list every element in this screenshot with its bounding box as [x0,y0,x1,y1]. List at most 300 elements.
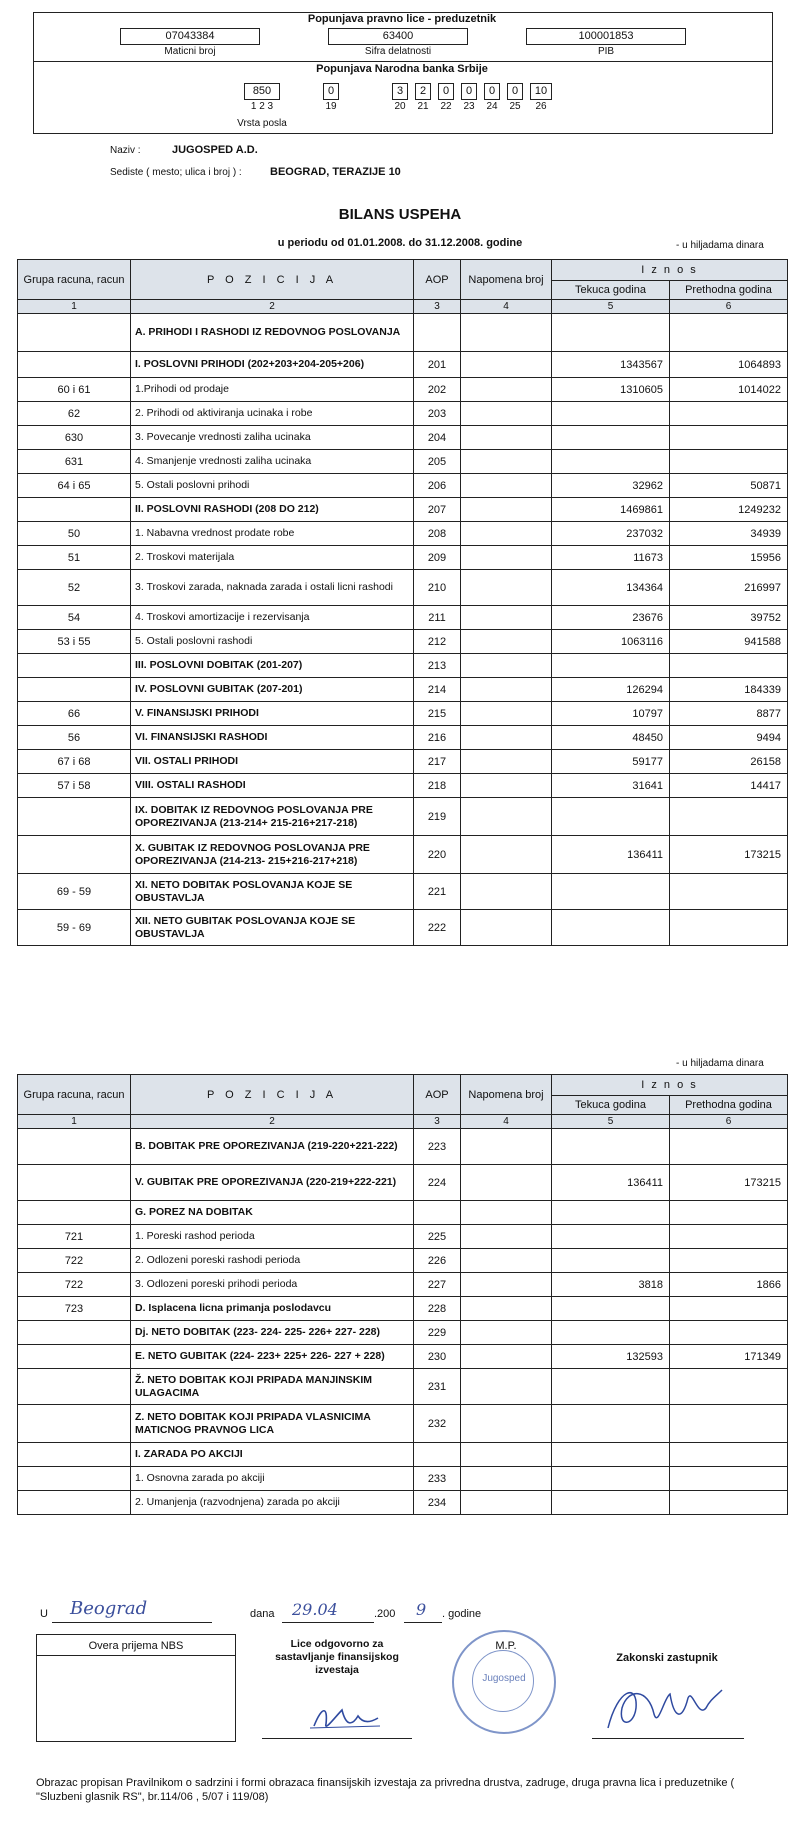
table-row [18,474,788,498]
cell-pozicija: VII. OSTALI PRIHODI [131,750,414,774]
cell-prethodna: 8877 [670,702,788,726]
cell-pozicija: 1. Osnovna zarada po akciji [131,1467,414,1491]
income-statement-table-2 [17,1074,788,1515]
cell-pozicija: 2. Umanjenja (razvodnjena) zarada po akciji [131,1491,414,1515]
table-row [18,874,788,910]
col-num: 4 [461,1115,552,1129]
sifra-field: 63400 [328,28,468,45]
cell-aop: 208 [414,522,461,546]
cell-prethodna [670,1491,788,1515]
cell-aop: 219 [414,798,461,836]
cell-prethodna: 39752 [670,606,788,630]
cell-grupa [18,498,131,522]
table-row [18,378,788,402]
vrsta-posla-sub: 1 2 3 [250,101,274,112]
cell-aop: 228 [414,1297,461,1321]
cell-aop: 230 [414,1345,461,1369]
table-row [18,1297,788,1321]
digit-box-26: 10 [530,83,552,100]
cell-napomena [461,836,552,874]
cell-tekuca [552,1491,670,1515]
unit-note-2: - u hiljadama dinara [676,1058,764,1069]
signature-2 [598,1678,728,1738]
table-row [18,450,788,474]
cell-grupa: 51 [18,546,131,570]
zastupnik-label: Zakonski zastupnik [616,1652,718,1664]
cell-napomena [461,1297,552,1321]
table-row [18,750,788,774]
year-underline [404,1622,442,1623]
col-num: 2 [131,1115,414,1129]
col-num: 6 [670,1115,788,1129]
cell-prethodna: 34939 [670,522,788,546]
digit-label-26: 26 [535,101,547,112]
cell-prethodna [670,798,788,836]
cell-grupa [18,1201,131,1225]
cell-grupa [18,314,131,352]
date-underline [282,1622,374,1623]
cell-tekuca [552,1369,670,1405]
col-num: 3 [414,300,461,314]
cell-tekuca [552,450,670,474]
cell-tekuca [552,1225,670,1249]
cell-grupa [18,654,131,678]
cell-aop: 215 [414,702,461,726]
cell-aop: 226 [414,1249,461,1273]
company-name: JUGOSPED A.D. [172,144,258,156]
cell-tekuca: 48450 [552,726,670,750]
year-prefix: .200 [374,1608,396,1620]
cell-aop: 212 [414,630,461,654]
naziv-label: Naziv : [110,145,141,156]
cell-aop: 229 [414,1321,461,1345]
vrsta-posla-field: 850 [244,83,280,100]
table-row [18,654,788,678]
cell-pozicija: 1.Prihodi od prodaje [131,378,414,402]
godine-label: . godine [442,1608,482,1620]
cell-napomena [461,910,552,946]
cell-napomena [461,1129,552,1165]
cell-tekuca: 1063116 [552,630,670,654]
cell-napomena [461,606,552,630]
cell-grupa [18,836,131,874]
cell-napomena [461,570,552,606]
cell-grupa: 64 i 65 [18,474,131,498]
pravno-lice-title: Popunjava pravno lice - preduzetnik [307,13,497,25]
cell-aop: 232 [414,1405,461,1443]
table-row [18,426,788,450]
cell-grupa: 62 [18,402,131,426]
cell-grupa [18,352,131,378]
cell-prethodna: 15956 [670,546,788,570]
table-2-body [18,1129,788,1515]
period-text: u periodu od 01.01.2008. do 31.12.2008. godine [277,237,523,249]
col-num: 2 [131,300,414,314]
cell-pozicija: 4. Smanjenje vrednosti zaliha ucinaka [131,450,414,474]
cell-grupa [18,1321,131,1345]
cell-pozicija: A. PRIHODI I RASHODI IZ REDOVNOG POSLOVANJA [131,314,414,352]
cell-aop [414,314,461,352]
cell-grupa: 60 i 61 [18,378,131,402]
cell-pozicija: B. DOBITAK PRE OPOREZIVANJA (219-220+221-222) [131,1129,414,1165]
signature-1 [306,1696,386,1736]
digit-label-21: 21 [417,101,429,112]
cell-napomena [461,630,552,654]
cell-tekuca: 126294 [552,678,670,702]
cell-prethodna: 173215 [670,836,788,874]
table-row [18,774,788,798]
cell-napomena [461,1443,552,1467]
field-19: 0 [323,83,339,100]
col-iznos-header: I z n o s [552,1075,788,1096]
cell-napomena [461,702,552,726]
col-num: 6 [670,300,788,314]
table-row [18,798,788,836]
cell-tekuca [552,874,670,910]
cell-aop: 234 [414,1491,461,1515]
digit-label-22: 22 [440,101,452,112]
table-row [18,570,788,606]
cell-pozicija: IX. DOBITAK IZ REDOVNOG POSLOVANJA PRE OPOREZIVANJA (213-214+ 215-216+217-218) [131,798,414,836]
cell-pozicija: 3. Odlozeni poreski prihodi perioda [131,1273,414,1297]
cell-aop: 210 [414,570,461,606]
table-row [18,606,788,630]
col-grupa-header: Grupa racuna, racun [18,1075,131,1115]
table-row [18,836,788,874]
unit-note-1: - u hiljadama dinara [676,240,764,251]
cell-napomena [461,798,552,836]
cell-pozicija: Z. NETO DOBITAK KOJI PRIPADA VLASNICIMA MATICNOG PRAVNOG LICA [131,1405,414,1443]
cell-tekuca [552,1321,670,1345]
table-row [18,1165,788,1201]
digit-box-24: 0 [484,83,500,100]
cell-grupa [18,1443,131,1467]
date-handwritten: 29.04 [292,1600,338,1619]
cell-pozicija: E. NETO GUBITAK (224- 223+ 225+ 226- 227 + 228) [131,1345,414,1369]
signature-line-2 [592,1738,744,1739]
cell-tekuca: 3818 [552,1273,670,1297]
cell-napomena [461,1405,552,1443]
cell-napomena [461,1201,552,1225]
cell-prethodna [670,426,788,450]
cell-tekuca: 132593 [552,1345,670,1369]
cell-prethodna [670,1297,788,1321]
digit-label-20: 20 [394,101,406,112]
cell-tekuca [552,1249,670,1273]
cell-grupa [18,1165,131,1201]
digit-label-23: 23 [463,101,475,112]
cell-pozicija: 1. Nabavna vrednost prodate robe [131,522,414,546]
table-row [18,1345,788,1369]
cell-pozicija: XII. NETO GUBITAK POSLOVANJA KOJE SE OBUSTAVLJA [131,910,414,946]
u-label: U [40,1608,48,1620]
table-row [18,522,788,546]
cell-tekuca [552,798,670,836]
field-19-label: 19 [325,101,337,112]
maticni-broj-field: 07043384 [120,28,260,45]
cell-prethodna: 14417 [670,774,788,798]
cell-tekuca [552,1201,670,1225]
table-1-body [18,314,788,946]
cell-napomena [461,774,552,798]
cell-grupa [18,1491,131,1515]
cell-prethodna [670,1225,788,1249]
cell-napomena [461,1491,552,1515]
table-row [18,352,788,378]
cell-pozicija: IV. POSLOVNI GUBITAK (207-201) [131,678,414,702]
digit-box-25: 0 [507,83,523,100]
cell-prethodna [670,314,788,352]
cell-tekuca [552,910,670,946]
table-row [18,1225,788,1249]
col-iznos-header: I z n o s [552,260,788,281]
table-row [18,1467,788,1491]
col-pozicija-header: P O Z I C I J A [131,1075,414,1115]
cell-prethodna [670,910,788,946]
cell-pozicija: II. POSLOVNI RASHODI (208 DO 212) [131,498,414,522]
cell-grupa: 66 [18,702,131,726]
cell-napomena [461,378,552,402]
cell-aop [414,1201,461,1225]
cell-pozicija: 3. Troskovi zarada, naknada zarada i ostali licni rashodi [131,570,414,606]
cell-aop: 222 [414,910,461,946]
cell-napomena [461,546,552,570]
cell-aop: 223 [414,1129,461,1165]
income-statement-table-1 [17,259,788,946]
col-tekuca-header: Tekuca godina [552,281,670,300]
cell-tekuca [552,1405,670,1443]
cell-grupa: 56 [18,726,131,750]
cell-pozicija: D. Isplacena licna primanja poslodavcu [131,1297,414,1321]
cell-prethodna [670,450,788,474]
col-napomena-header: Napomena broj [461,1075,552,1115]
cell-napomena [461,314,552,352]
cell-grupa: 723 [18,1297,131,1321]
cell-pozicija: VI. FINANSIJSKI RASHODI [131,726,414,750]
col-num: 5 [552,1115,670,1129]
cell-grupa: 721 [18,1225,131,1249]
cell-tekuca: 59177 [552,750,670,774]
maticni-broj-label: Maticni broj [164,46,216,57]
cell-aop: 201 [414,352,461,378]
cell-aop: 221 [414,874,461,910]
cell-prethodna [670,402,788,426]
cell-prethodna [670,1249,788,1273]
col-num: 5 [552,300,670,314]
cell-grupa: 722 [18,1273,131,1297]
cell-pozicija: XI. NETO DOBITAK POSLOVANJA KOJE SE OBUSTAVLJA [131,874,414,910]
cell-prethodna: 216997 [670,570,788,606]
cell-napomena [461,1225,552,1249]
cell-prethodna [670,1405,788,1443]
cell-aop: 216 [414,726,461,750]
cell-napomena [461,1273,552,1297]
table-row [18,1369,788,1405]
place-handwritten: Beograd [70,1598,148,1619]
table-row [18,1443,788,1467]
pib-label: PIB [597,46,615,57]
cell-pozicija: I. POSLOVNI PRIHODI (202+203+204-205+206) [131,352,414,378]
cell-grupa: 59 - 69 [18,910,131,946]
cell-prethodna [670,1369,788,1405]
col-tekuca-header: Tekuca godina [552,1096,670,1115]
cell-pozicija: Dj. NETO DOBITAK (223- 224- 225- 226+ 227- 228) [131,1321,414,1345]
cell-tekuca: 136411 [552,836,670,874]
cell-grupa: 722 [18,1249,131,1273]
company-address: BEOGRAD, TERAZIJE 10 [270,166,401,178]
cell-napomena [461,498,552,522]
cell-grupa [18,1345,131,1369]
cell-aop: 205 [414,450,461,474]
cell-prethodna [670,654,788,678]
cell-aop: 233 [414,1467,461,1491]
table-row [18,314,788,352]
digit-box-21: 2 [415,83,431,100]
cell-prethodna: 1014022 [670,378,788,402]
col-aop-header: AOP [414,1075,461,1115]
year-handwritten: 9 [416,1600,427,1619]
cell-pozicija: III. POSLOVNI DOBITAK (201-207) [131,654,414,678]
cell-tekuca [552,426,670,450]
cell-napomena [461,402,552,426]
cell-aop: 207 [414,498,461,522]
cell-tekuca: 1343567 [552,352,670,378]
cell-napomena [461,1249,552,1273]
cell-grupa: 631 [18,450,131,474]
table-row [18,1129,788,1165]
cell-pozicija: 5. Ostali poslovni rashodi [131,630,414,654]
table-row [18,678,788,702]
sifra-label: Sifra delatnosti [364,46,432,57]
cell-grupa [18,1405,131,1443]
cell-napomena [461,352,552,378]
overa-label: Overa prijema NBS [36,1640,236,1656]
col-grupa-header: Grupa racuna, racun [18,260,131,300]
cell-pozicija: 2. Prihodi od aktiviranja ucinaka i robe [131,402,414,426]
cell-grupa [18,798,131,836]
cell-pozicija: I. ZARADA PO AKCIJI [131,1443,414,1467]
mp-label: M.P. [495,1640,517,1652]
cell-tekuca [552,1443,670,1467]
digit-box-23: 0 [461,83,477,100]
col-prethodna-header: Prethodna godina [670,1096,788,1115]
cell-pozicija: 2. Troskovi materijala [131,546,414,570]
digit-label-25: 25 [509,101,521,112]
nbs-title: Popunjava Narodna banka Srbije [316,63,488,75]
cell-napomena [461,750,552,774]
cell-tekuca: 11673 [552,546,670,570]
cell-aop: 209 [414,546,461,570]
pib-field: 100001853 [526,28,686,45]
cell-grupa [18,1467,131,1491]
cell-napomena [461,1369,552,1405]
cell-prethodna: 1866 [670,1273,788,1297]
cell-napomena [461,1345,552,1369]
table-row [18,1405,788,1443]
table-row [18,630,788,654]
cell-prethodna: 171349 [670,1345,788,1369]
cell-prethodna [670,1443,788,1467]
col-aop-header: AOP [414,260,461,300]
cell-aop: 214 [414,678,461,702]
cell-pozicija: 5. Ostali poslovni prihodi [131,474,414,498]
cell-tekuca: 136411 [552,1165,670,1201]
cell-prethodna: 1064893 [670,352,788,378]
cell-pozicija: 3. Povecanje vrednosti zaliha ucinaka [131,426,414,450]
table-row [18,1249,788,1273]
cell-grupa: 630 [18,426,131,450]
table-row [18,702,788,726]
cell-napomena [461,522,552,546]
cell-grupa: 69 - 59 [18,874,131,910]
sediste-label: Sediste ( mesto; ulica i broj ) : [110,167,242,178]
cell-aop: 202 [414,378,461,402]
cell-pozicija: X. GUBITAK IZ REDOVNOG POSLOVANJA PRE OPOREZIVANJA (214-213- 215+216-217+218) [131,836,414,874]
cell-napomena [461,474,552,498]
cell-prethodna [670,1321,788,1345]
cell-aop: 213 [414,654,461,678]
table-row [18,498,788,522]
stamp-text: Jugosped [482,1673,526,1684]
cell-prethodna [670,1201,788,1225]
cell-pozicija: V. FINANSIJSKI PRIHODI [131,702,414,726]
cell-grupa: 67 i 68 [18,750,131,774]
company-stamp [452,1630,556,1734]
cell-napomena [461,654,552,678]
cell-aop: 224 [414,1165,461,1201]
cell-grupa: 50 [18,522,131,546]
col-pozicija-header: P O Z I C I J A [131,260,414,300]
place-underline [52,1622,212,1623]
cell-tekuca [552,1297,670,1321]
cell-prethodna [670,874,788,910]
col-napomena-header: Napomena broj [461,260,552,300]
cell-grupa: 54 [18,606,131,630]
cell-aop: 204 [414,426,461,450]
table-row [18,1321,788,1345]
cell-napomena [461,678,552,702]
col-num: 3 [414,1115,461,1129]
cell-napomena [461,874,552,910]
cell-tekuca: 32962 [552,474,670,498]
cell-aop: 218 [414,774,461,798]
cell-aop: 211 [414,606,461,630]
cell-prethodna: 9494 [670,726,788,750]
col-num: 4 [461,300,552,314]
cell-aop: 231 [414,1369,461,1405]
cell-napomena [461,450,552,474]
cell-prethodna: 1249232 [670,498,788,522]
cell-prethodna: 26158 [670,750,788,774]
lice-label: Lice odgovorno za sastavljanje finansijskog izvestaja [275,1638,399,1676]
cell-prethodna: 184339 [670,678,788,702]
cell-grupa [18,678,131,702]
cell-pozicija: Ž. NETO DOBITAK KOJI PRIPADA MANJINSKIM ULAGACIMA [131,1369,414,1405]
table-row [18,1273,788,1297]
cell-aop: 225 [414,1225,461,1249]
header-divider [33,61,773,62]
cell-napomena [461,1165,552,1201]
dana-label: dana [250,1608,275,1620]
cell-prethodna: 941588 [670,630,788,654]
cell-tekuca [552,654,670,678]
cell-grupa [18,1369,131,1405]
cell-tekuca: 23676 [552,606,670,630]
cell-tekuca: 1469861 [552,498,670,522]
cell-tekuca: 31641 [552,774,670,798]
cell-prethodna: 173215 [670,1165,788,1201]
cell-grupa: 57 i 58 [18,774,131,798]
